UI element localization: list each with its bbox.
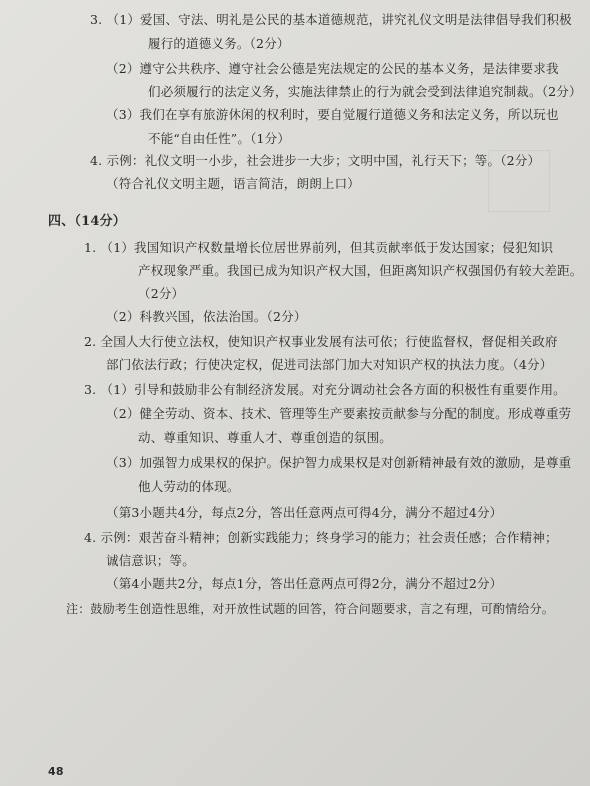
general-note: 注：鼓励考生创造性思维，对开放性试题的回答，符合问题要求，言之有理，可酌情给分。 — [66, 602, 555, 616]
s4-answer-2-line1: 2. 全国人大行使立法权，使知识产权事业发展有法可依；行使监督权，督促相关政府 — [84, 334, 558, 349]
answer-3-1-line1: 3. （1）爱国、守法、明礼是公民的基本道德规范，讲究礼仪文明是法律倡导我们积极 — [90, 12, 572, 27]
s4-answer-4-scoring: （第4小题共2分，每点1分，答出任意两点可得2分，满分不超过2分） — [106, 576, 503, 591]
s4-answer-4-line1: 4. 示例：艰苦奋斗精神；创新实践能力；终身学习的能力；社会责任感；合作精神； — [84, 530, 558, 545]
s4-answer-3-1: 3. （1）引导和鼓励非公有制经济发展。对充分调动社会各方面的积极性有重要作用。 — [84, 382, 566, 397]
answer-3-2-line2: 们必须履行的法定义务，实施法律禁止的行为就会受到法律追究制裁。（2分） — [148, 84, 582, 99]
s4-answer-2-line2: 部门依法行政；行使决定权，促进司法部门加大对知识产权的执法力度。（4分） — [106, 357, 553, 372]
s4-answer-4-line2: 诚信意识；等。 — [106, 553, 195, 568]
s4-answer-3-2-line2: 动、尊重知识、尊重人才、尊重创造的氛围。 — [138, 430, 393, 445]
answer-4-line1: 4. 示例：礼仪文明一小步，社会进步一大步；文明中国，礼行天下；等。（2分） — [90, 153, 541, 168]
s4-answer-3-3-line2: 他人劳动的体现。 — [138, 479, 240, 494]
answer-3-3-line2: 不能“自由任性”。（1分） — [148, 131, 291, 146]
s4-answer-3-2-line1: （2）健全劳动、资本、技术、管理等生产要素按贡献参与分配的制度。形成尊重劳 — [106, 406, 572, 421]
s4-answer-3-3-line1: （3）加强智力成果权的保护。保护智力成果权是对创新精神最有效的激励，是尊重 — [106, 455, 572, 470]
answer-3-1-line2: 履行的道德义务。（2分） — [148, 36, 290, 51]
s4-answer-1-1-line2: 产权现象严重。我国已成为知识产权大国，但距离知识产权强国仍有较大差距。 — [138, 263, 583, 278]
page-number: 48 — [48, 765, 64, 778]
s4-answer-1-1-line1: 1. （1）我国知识产权数量增长位居世界前列，但其贡献率低于发达国家；侵犯知识 — [84, 240, 554, 255]
answer-4-note: （符合礼仪文明主题，语言简洁，朗朗上口） — [106, 176, 361, 191]
section-four-heading: 四、（14分） — [48, 214, 126, 229]
answer-3-3-line1: （3）我们在享有旅游休闲的权利时，要自觉履行道德义务和法定义务，所以玩也 — [106, 107, 559, 122]
s4-answer-3-scoring: （第3小题共4分，每点2分，答出任意两点可得4分，满分不超过4分） — [106, 505, 503, 520]
answer-3-2-line1: （2）遵守公共秩序、遵守社会公德是宪法规定的公民的基本义务，是法律要求我 — [106, 61, 559, 76]
s4-answer-1-2: （2）科教兴国，依法治国。（2分） — [106, 309, 307, 324]
s4-answer-1-1-score: （2分） — [138, 286, 185, 301]
